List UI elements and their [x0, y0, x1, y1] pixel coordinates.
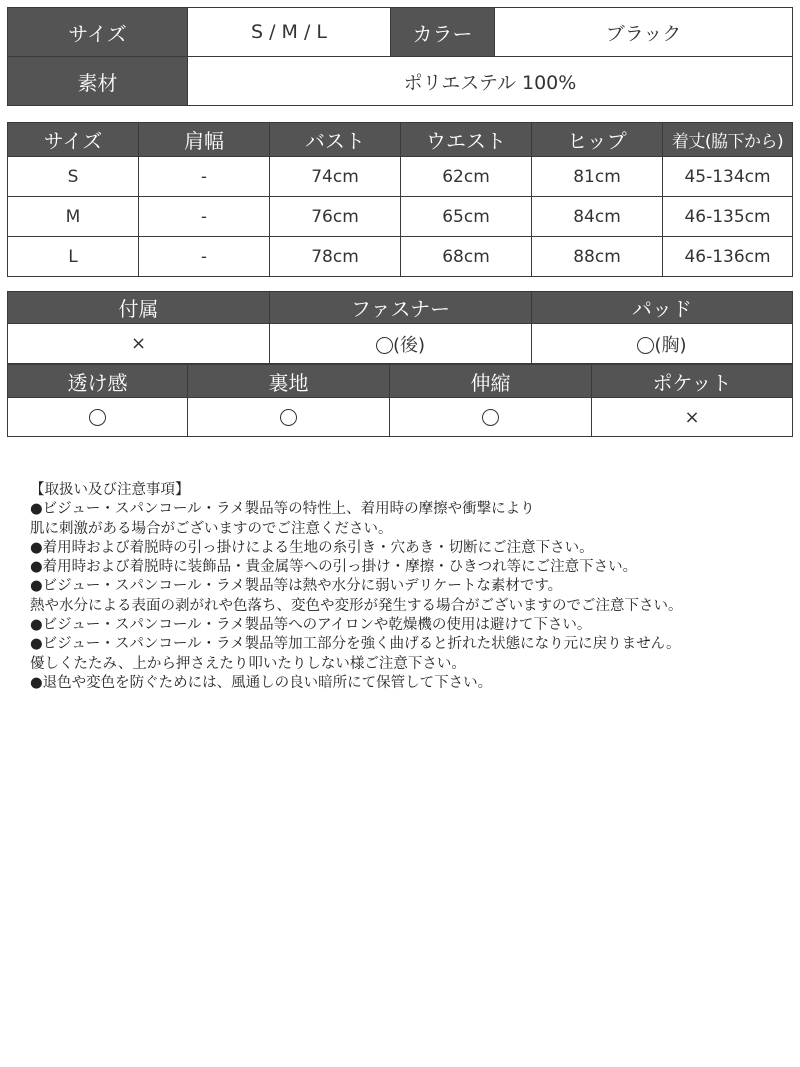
size-chart-header-waist: ウエスト: [401, 123, 532, 157]
product-info-row-size-color: [8, 8, 793, 57]
attributes-value-row: [8, 324, 793, 364]
size-label: サイズ: [8, 8, 188, 57]
attributes-table-1: [7, 291, 793, 364]
shoulder-cell: -: [139, 197, 270, 237]
pad-label: パッド: [532, 292, 793, 324]
color-value: ブラック: [495, 8, 793, 57]
bust-cell: 78cm: [270, 237, 401, 277]
bust-cell: 76cm: [270, 197, 401, 237]
material-value: ポリエステル 100%: [188, 57, 793, 106]
size-chart-header-size: サイズ: [8, 123, 139, 157]
length-cell: 45-134cm: [663, 157, 793, 197]
pad-value: [532, 324, 793, 364]
waist-cell: 62cm: [401, 157, 532, 197]
care-notes: [30, 481, 790, 693]
zipper-position: (後): [392, 334, 426, 356]
care-notes-heading: 【取扱い及び注意事項】: [30, 482, 190, 498]
sheerness-label: 透け感: [8, 365, 188, 398]
size-cell: S: [8, 157, 139, 197]
circle-icon: [280, 409, 297, 426]
material-label: 素材: [8, 57, 188, 106]
color-label: カラー: [391, 8, 495, 57]
size-chart-header-length: 着丈(脇下から): [663, 123, 793, 157]
size-chart-header-hip: ヒップ: [532, 123, 663, 157]
size-chart-header-bust: バスト: [270, 123, 401, 157]
size-cell: L: [8, 237, 139, 277]
pocket-value: ×: [592, 398, 793, 437]
stretch-label: 伸縮: [390, 365, 592, 398]
hip-cell: 84cm: [532, 197, 663, 237]
table-row: [8, 197, 793, 237]
circle-icon: [89, 409, 106, 426]
accessory-label: 付属: [8, 292, 270, 324]
hip-cell: 81cm: [532, 157, 663, 197]
length-cell: 46-136cm: [663, 237, 793, 277]
sheerness-value: [8, 398, 188, 437]
size-value: S / M / L: [188, 8, 391, 57]
size-cell: M: [8, 197, 139, 237]
care-note-line: ●着用時および着脱時に装飾品・貴金属等への引っ掛け・摩擦・ひきつれ等にご注意下さい。: [30, 559, 638, 576]
product-info-table: [7, 7, 793, 106]
size-chart-header-row: [8, 123, 793, 157]
table-row: [8, 157, 793, 197]
hip-cell: 88cm: [532, 237, 663, 277]
care-note-line: ●ビジュー・スパンコール・ラメ製品等は熱や水分に弱いデリケートな素材です。: [30, 578, 563, 595]
care-note-line: 肌に刺激がある場合がございますのでご注意ください。: [30, 520, 393, 537]
accessory-value: ×: [8, 324, 270, 364]
zipper-label: ファスナー: [270, 292, 532, 324]
pad-position: (胸): [654, 334, 687, 356]
care-note-line: ●退色や変色を防ぐためには、風通しの良い暗所にて保管して下さい。: [30, 674, 493, 691]
bust-cell: 74cm: [270, 157, 401, 197]
care-note-line: ●着用時および着脱時の引っ掛けによる生地の糸引き・穴あき・切断にご注意下さい。: [30, 539, 594, 556]
stretch-value: [390, 398, 592, 437]
zipper-value: [270, 324, 532, 364]
size-chart-header-shoulder: 肩幅: [139, 123, 270, 157]
care-note-line: ●ビジュー・スパンコール・ラメ製品等へのアイロンや乾燥機の使用は避けて下さい。: [30, 617, 592, 634]
lining-label: 裏地: [188, 365, 390, 398]
attributes-table-2: [7, 364, 793, 437]
circle-icon: [376, 337, 393, 354]
length-cell: 46-135cm: [663, 197, 793, 237]
circle-icon: [482, 409, 499, 426]
attributes-header-row: [8, 292, 793, 324]
circle-icon: [637, 337, 654, 354]
care-note-line: 熱や水分による表面の剥がれや色落ち、変色や変形が発生する場合がございますのでご注意下さい。: [30, 597, 683, 614]
waist-cell: 65cm: [401, 197, 532, 237]
table-row: [8, 237, 793, 277]
size-chart-table: [7, 122, 793, 277]
product-info-row-material: [8, 57, 793, 106]
waist-cell: 68cm: [401, 237, 532, 277]
lining-value: [188, 398, 390, 437]
attributes-header-row: [8, 365, 793, 398]
shoulder-cell: -: [139, 237, 270, 277]
care-note-line: 優しくたたみ、上から押さえたり叩いたりしない様ご注意下さい。: [30, 655, 466, 672]
care-note-line: ●ビジュー・スパンコール・ラメ製品等の特性上、着用時の摩擦や衝撃により: [30, 501, 535, 518]
attributes-value-row: [8, 398, 793, 437]
shoulder-cell: -: [139, 157, 270, 197]
pocket-label: ポケット: [592, 365, 793, 398]
care-note-line: ●ビジュー・スパンコール・ラメ製品等加工部分を強く曲げると折れた状態になり元に戻りません。: [30, 636, 681, 653]
